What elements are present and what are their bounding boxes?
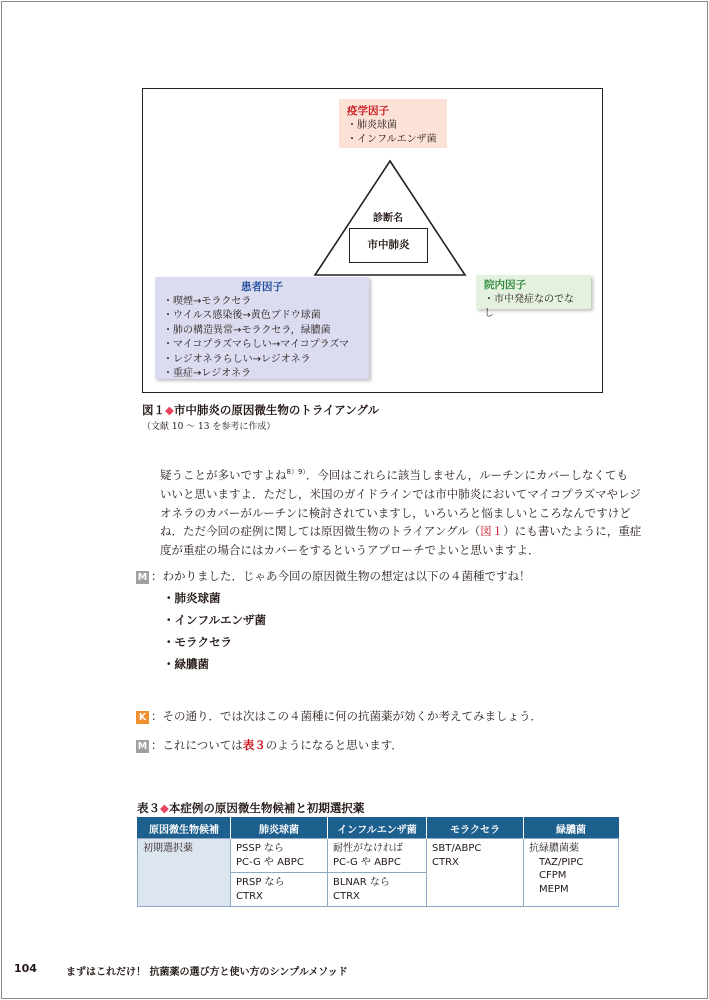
- speaker-m-badge: M: [137, 741, 148, 752]
- figure-triangle: [142, 88, 603, 393]
- cell-line: TAZ/PIPC: [539, 856, 584, 868]
- table-header: 肺炎球菌: [231, 818, 328, 839]
- cell-line: 抗緑膿菌薬: [529, 843, 579, 854]
- dialogue-text: ：これについては: [151, 738, 243, 752]
- diagnosis-label: 診断名: [373, 213, 403, 224]
- patient-item: ・重症→レジオネラ: [163, 368, 252, 379]
- dialogue-k1: [136, 708, 542, 724]
- table-cell: [231, 839, 328, 873]
- table-header: モラクセラ: [427, 818, 524, 839]
- paragraph-line: [160, 522, 660, 541]
- cell-line: CTRX: [432, 856, 459, 868]
- figure-caption-text: 市中肺炎の原因微生物のトライアングル: [173, 403, 380, 417]
- table-row: [138, 839, 619, 873]
- patient-factor-box: [155, 277, 369, 379]
- speaker-k-badge: K: [136, 711, 149, 724]
- paragraph-line: 度が重症の場合にはカバーをするというアプローチでよいと思いますよ．: [160, 543, 540, 558]
- diamond-icon: ◆: [165, 403, 174, 417]
- patient-item: ・レジオネラらしい→レジオネラ: [163, 353, 311, 365]
- patient-title: 患者因子: [241, 281, 283, 293]
- diamond-icon: ◆: [160, 801, 169, 815]
- bacteria-bullet: ・モラクセラ: [163, 635, 232, 649]
- speaker-m-badge: M: [137, 572, 148, 583]
- cell-line: PRSP なら: [236, 877, 285, 888]
- bacteria-bullet: ・緑膿菌: [163, 657, 209, 671]
- cell-line: MEPM: [539, 883, 569, 895]
- cell-line: SBT/ABPC: [432, 843, 482, 854]
- epidemiology-title: 疫学因子: [347, 105, 389, 117]
- paragraph-text: 疑うことが多いですよね: [160, 468, 287, 482]
- table-reference-link[interactable]: 表３: [242, 738, 266, 752]
- paragraph-line: いいと思いますよ．ただし，米国のガイドラインでは市中肺炎においてマイコプラズマやレジ: [160, 486, 641, 501]
- table-header: 緑膿菌: [524, 818, 619, 839]
- paragraph-text: ね．ただ今回の症例に関しては原因微生物のトライアングル（: [160, 524, 481, 539]
- paragraph-line: オネラのカバーがルーチンに検討されていますし，いろいろと悩ましいところなんですけど: [160, 505, 631, 520]
- reference-superscript: 8）9）: [286, 468, 306, 477]
- dialogue-text: ：その通り．では次はこの４菌種に何の抗菌薬が効くか考えてみましょう．: [151, 709, 542, 723]
- table-header-row: [138, 818, 619, 839]
- cell-line: CTRX: [236, 890, 263, 902]
- table-cell: [328, 839, 427, 873]
- diagnosis-box: 市中肺炎: [349, 228, 428, 263]
- dialogue-text: のようになると思います．: [265, 738, 403, 752]
- book-title: まずはこれだけ！ 抗菌薬の選び方と使い方のシンプルメソッド: [66, 967, 348, 978]
- bacteria-bullet: ・肺炎球菌: [163, 591, 221, 605]
- table-cell: [427, 839, 524, 907]
- dialogue-m1: [136, 568, 531, 584]
- figure-note: （文献 10 〜 13 を参考に作成）: [142, 422, 276, 432]
- epidemiology-item: ・インフルエンザ菌: [347, 134, 437, 145]
- patient-item: ・肺の構造異常→モラクセラ，緑膿菌: [163, 324, 331, 336]
- paragraph-text: ．今回はこれらに該当しません，ルーチンにカバーしなくても: [305, 468, 629, 482]
- epidemiology-item: ・肺炎球菌: [347, 119, 397, 131]
- cell-line: BLNAR なら: [333, 877, 390, 888]
- cell-line: 耐性がなければ: [333, 843, 403, 854]
- patient-item: ・喫煙→モラクセラ: [163, 295, 252, 307]
- hospital-factor-box: [476, 275, 591, 319]
- figure-caption: [142, 402, 379, 418]
- paragraph-text: ）にも書いたように，重症: [503, 524, 642, 539]
- paragraph-line: [160, 466, 660, 485]
- hospital-title: 院内因子: [484, 279, 526, 291]
- body-paragraph: [160, 466, 660, 560]
- table-caption: [137, 800, 364, 816]
- page-number: 104: [14, 962, 37, 975]
- figure-caption-prefix: 図１: [142, 403, 165, 417]
- cell-line: PSSP なら: [236, 843, 284, 854]
- cell-line: CTRX: [333, 890, 360, 902]
- patient-item: ・ウイルス感染後→黄色ブドウ球菌: [163, 310, 321, 321]
- antibiotic-table: [137, 817, 619, 907]
- bacteria-bullet: ・インフルエンザ菌: [163, 613, 267, 627]
- table-caption-text: 本症例の原因微生物候補と初期選択薬: [168, 801, 365, 815]
- patient-item: ・マイコプラズマらしい→マイコプラズマ: [163, 339, 350, 350]
- dialogue-m2: [136, 737, 403, 753]
- cell-line: CFPM: [539, 870, 567, 881]
- cell-line: PC-G や ABPC: [333, 856, 401, 868]
- figure-reference-link[interactable]: 図１: [480, 524, 504, 539]
- table-header: 原因微生物候補: [138, 818, 231, 839]
- table-cell: [328, 873, 427, 907]
- dialogue-text: ：わかりました．じゃあ今回の原因微生物の想定は以下の４菌種ですね！: [151, 569, 531, 583]
- table-caption-prefix: 表３: [137, 801, 160, 815]
- table-cell: [524, 839, 619, 907]
- table-cell: [231, 873, 328, 907]
- row-label: 初期選択薬: [138, 839, 231, 907]
- table-header: インフルエンザ菌: [328, 818, 427, 839]
- epidemiology-factor-box: [339, 99, 447, 148]
- hospital-item: ・市中発症なのでなし: [484, 293, 574, 319]
- cell-line: PC-G や ABPC: [236, 856, 304, 868]
